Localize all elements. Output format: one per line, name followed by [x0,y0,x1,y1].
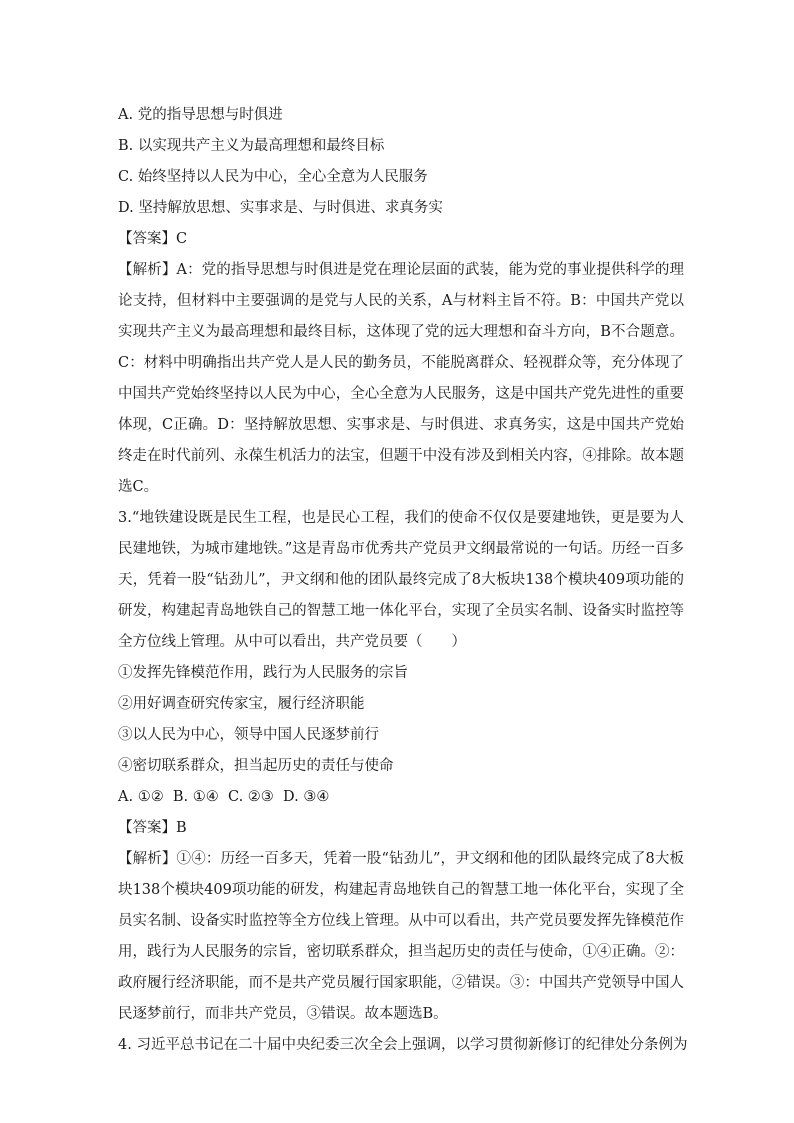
q2-answer: 【答案】C [118,231,188,247]
q4-stem: 4. 习近平总书记在二十届中央纪委三次全会上强调，以学习贯彻新修订的纪律处分条例为 [118,1037,688,1053]
q3-item-2: ②用好调查研究传家宝，履行经济职能 [118,696,365,712]
q2-option-c: C. 始终坚持以人民为中心，全心全意为人民服务 [118,169,428,185]
q2-option-a: A. 党的指导思想与时俱进 [118,107,283,123]
q3-analysis: 【解析】①④：历经一百多天，凭着一股“钻劲儿”，尹文纲和他的团队最终完成了8大板块138个模块409项功能的研发，构建起青岛地铁自己的智慧工地一体化平台，实现了全员实名制、设备实时监控等全方位线上管理。从中可以看出，共产党员要发挥先锋模范作用，践行为人民服务的宗旨，密切联系群众，担当起历史的责任与使命，①④正确。②：政府履行经济职能，而不是共产党员履行国家职能，②错误。③：中国共产党领导中国人民逐梦前行，而非共产党员，③错误。故本题选B。 [118,851,684,1022]
q3-item-3: ③以人民为中心，领导中国人民逐梦前行 [118,727,379,743]
q3-stem: 3.“地铁建设既是民生工程，也是民心工程，我们的使命不仅仅是要建地铁，更是要为人民建地铁，为城市建地铁。”这是青岛市优秀共产党员尹文纲最常说的一句话。历经一百多天，凭着一股“钻劲儿”，尹文纲和他的团队最终完成了8大板块138个模块409项功能的研发，构建起青岛地铁自己的智慧工地一体化平台，实现了全员实名制、设备实时监控等全方位线上管理。从中可以看出，共产党员要（ ） [118,510,684,650]
document-page [118,100,688,1061]
q3-item-1: ①发挥先锋模范作用，践行为人民服务的宗旨 [118,665,408,681]
q3-item-4: ④密切联系群众，担当起历史的责任与使命 [118,758,394,774]
q3-choices: A. ①② B. ①④ C. ②③ D. ③④ [118,789,330,805]
q3-answer: 【答案】B [118,820,187,836]
q2-option-b: B. 以实现共产主义为最高理想和最终目标 [118,138,385,154]
q2-option-d: D. 坚持解放思想、实事求是、与时俱进、求真务实 [118,200,443,216]
q2-analysis: 【解析】A：党的指导思想与时俱进是党在理论层面的武装，能为党的事业提供科学的理论支持，但材料中主要强调的是党与人民的关系，A与材料主旨不符。B：中国共产党以实现共产主义为最高理想和最终目标，这体现了党的远大理想和奋斗方向，B不合题意。C：材料中明确指出共产党人是人民的勤务员，不能脱离群众、轻视群众等，充分体现了中国共产党始终坚持以人民为中心，全心全意为人民服务，这是中国共产党先进性的重要体现，C正确。D：坚持解放思想、实事求是、与时俱进、求真务实，这是中国共产党始终走在时代前列、永葆生机活力的法宝，但题干中没有涉及到相关内容，④排除。故本题选C。 [118,262,684,495]
